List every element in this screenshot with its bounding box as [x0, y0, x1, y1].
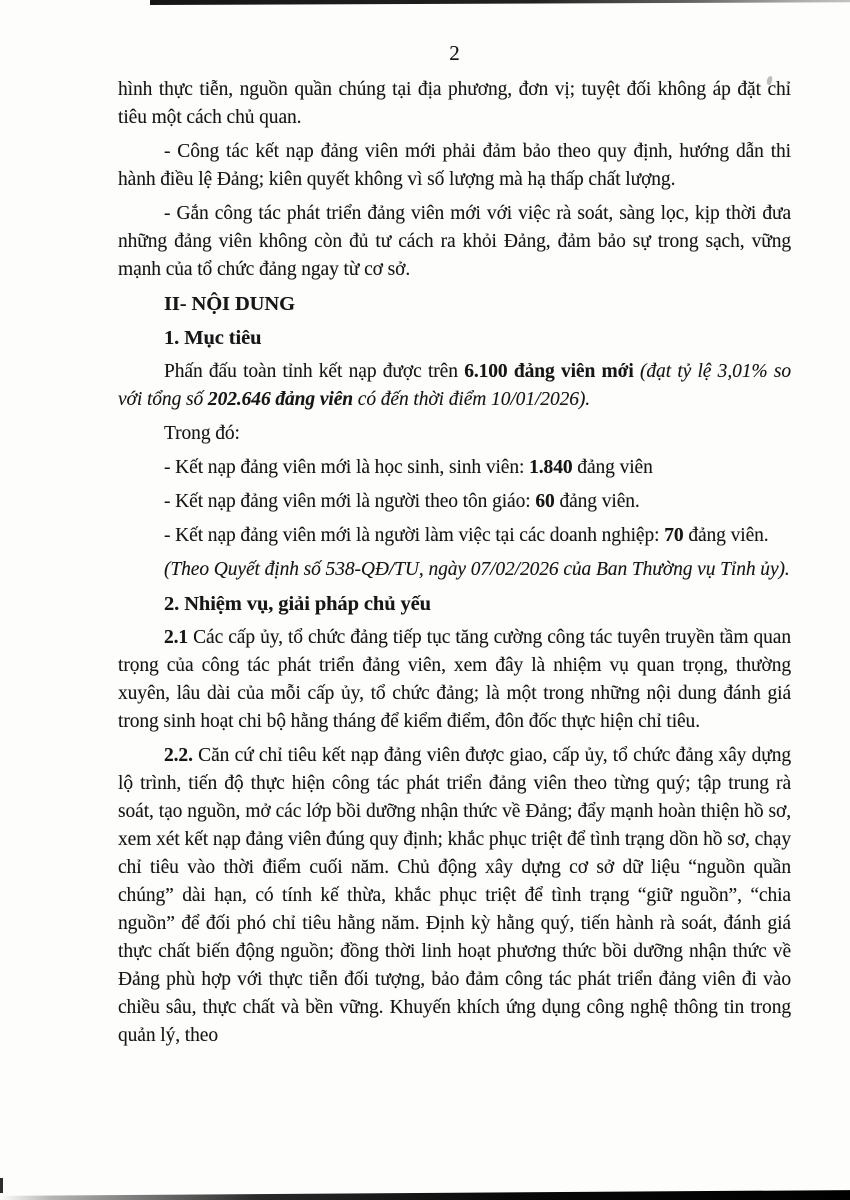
text-run: - Kết nạp đảng viên mới là học sinh, sinh viên: [164, 457, 530, 478]
page-number: 2 [449, 41, 460, 65]
text-run: - Công tác kết nạp đảng viên mới phải đảm bảo theo quy định, hướng dẫn thi hành điều lệ Đảng; kiên quyết không vì số lượng mà hạ thấp chất lượng. [118, 141, 791, 190]
heading-muc-tieu [118, 324, 791, 352]
text-run: đảng viên [572, 457, 653, 478]
para-target [118, 358, 791, 414]
scan-edge-artifact-top [150, 0, 850, 5]
text-run: II- NỘI DUNG [164, 293, 295, 315]
text-run: 202.646 đảng viên [207, 389, 358, 410]
text-run: Căn cứ chỉ tiêu kết nạp đảng viên được giao, cấp ủy, tổ chức đảng xây dựng lộ trình, tiến độ thực hiện công tác phát triển đảng viên theo từng quý; tập trung rà soát, tạo nguồn, mở các lớp bồi dưỡng nhận thức về Đảng; đẩy mạnh hoàn thiện hồ sơ, xem xét kết nạp đảng viên đúng quy định; khắc phục triệt để tình trạng dồn hồ sơ, chạy chỉ tiêu vào thời điểm cuối năm. Chủ động xây dựng cơ sở dữ liệu “nguồn quần chúng” dài hạn, có tính kế thừa, khắc phục triệt để tình trạng “giữ nguồn”, “chia nguồn” để đối phó chỉ tiêu hằng năm. Định kỳ hằng quý, tiến hành rà soát, đánh giá thực chất biến động nguồn; đồng thời linh hoạt phương thức bồi dưỡng nhận thức về Đảng phù hợp với thực tiễn đối tượng, bảo đảm công tác phát triển đảng viên đi vào chiều sâu, thực chất và bền vững. Khuyến khích ứng dụng công nghệ thông tin trong quản lý, theo [118, 745, 791, 1046]
scan-edge-artifact-bottom [0, 1189, 850, 1200]
text-run: hình thực tiễn, nguồn quần chúng tại địa phương, đơn vị; tuyệt đối không áp đặt chỉ tiêu một cách chủ quan. [118, 79, 791, 128]
text-run: 6.100 đảng viên mới [464, 361, 640, 382]
para-2-2 [118, 742, 791, 1050]
bullet-students [118, 454, 791, 482]
text-run: Các cấp ủy, tổ chức đảng tiếp tục tăng cường công tác tuyên truyền tầm quan trọng của công tác phát triển đảng viên, xem đây là nhiệm vụ quan trọng, thường xuyên, lâu dài của mỗi cấp ủy, tổ chức đảng; là một trong những nội dung đánh giá trong sinh hoạt chi bộ hằng tháng để kiểm điểm, đôn đốc thực hiện chỉ tiêu. [118, 627, 791, 732]
text-run: - Kết nạp đảng viên mới là người làm việc tại các doanh nghiệp: [164, 525, 665, 546]
text-run: 2.1 [164, 627, 189, 648]
heading-noi-dung [118, 290, 791, 318]
text-run: Phấn đấu toàn tỉnh kết nạp được trên [164, 361, 465, 382]
text-run: có đến thời điểm 10/01/2026). [357, 389, 591, 410]
document-body [118, 40, 791, 1056]
bullet-enterprises [118, 522, 791, 550]
bullet-religion [118, 488, 791, 516]
para-continuation [118, 76, 791, 132]
text-run: Trong đó: [164, 423, 240, 444]
text-run: 60 [535, 491, 555, 512]
text-run: đảng viên. [554, 491, 640, 512]
text-run: - Kết nạp đảng viên mới là người theo tôn giáo: [164, 491, 536, 512]
bullet-screening [118, 200, 791, 284]
text-run: 1.840 [529, 457, 573, 478]
text-run: 2.2. [164, 745, 193, 766]
text-run: - Gắn công tác phát triển đảng viên mới với việc rà soát, sàng lọc, kịp thời đưa những đảng viên không còn đủ tư cách ra khỏi Đảng, đảm bảo sự trong sạch, vững mạnh của tổ chức đảng ngay từ cơ sở. [118, 203, 791, 280]
para-decision-note [118, 556, 791, 584]
text-run: 1. Mục tiêu [164, 327, 262, 349]
text-run: 2. Nhiệm vụ, giải pháp chủ yếu [164, 593, 431, 615]
text-run: (Theo Quyết định số 538-QĐ/TU, ngày 07/02/2026 của Ban Thường vụ Tỉnh ủy). [164, 559, 790, 580]
text-run: đảng viên. [683, 525, 769, 546]
text-run: 70 [664, 525, 684, 546]
heading-nhiem-vu [118, 590, 791, 618]
text-run: (đạt tỷ lệ 3,01% so với tổng số [118, 361, 791, 410]
para-2-1 [118, 624, 791, 736]
para-trong-do [118, 420, 791, 448]
scan-mark-artifact-left [0, 1178, 3, 1193]
bullet-recruitment-quality [118, 138, 791, 194]
